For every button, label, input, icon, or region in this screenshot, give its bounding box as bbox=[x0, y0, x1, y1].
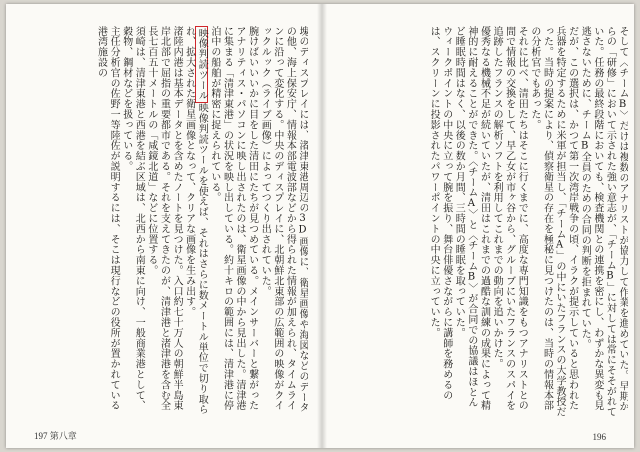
left-page-text bbox=[18, 26, 308, 418]
left-paragraph-6: 主任分析官の佐野一等陸佐が説明するには、そこは現行などの役所が置かれている港湾施設の bbox=[95, 26, 120, 411]
left-paragraph-3 bbox=[182, 26, 207, 418]
right-page-text bbox=[336, 26, 628, 418]
right-page bbox=[322, 4, 634, 448]
book-spread bbox=[6, 4, 634, 448]
left-paragraph-3-text: 映像判読ツールを使えば、それはさらに数メートル単位で切り取られ、拡大された衛星画像となって、クリアな画像を生み出す。 bbox=[183, 26, 208, 415]
right-paragraph-4: 優秀なる機械不足が続いていたが、清田はこれまでの過酷な訓練の成果によって精神的に耐えることができた。〈チームA〉と〈チームB〉が合同での協議はほとんど睡眠時間はなく、以後の数か月間、三時間の睡眠を取っていた。 bbox=[453, 26, 490, 411]
right-paragraph-3: それに比べ、清田たちはそこに行くまでに、高度な専門知識をもつアナリストとの間で情報の交換をして、早乙女が市ヶ谷から、グルーブにいたフランスのスパイを追跡したフランスの解析ソフトを利用してこれまでの動向を追いかけた。 bbox=[491, 26, 528, 411]
left-page bbox=[6, 4, 322, 448]
left-paragraph-4: 渚陸内港は基本データとを含めたノートを見つけた。入口約七十万人の朝鮮半島東岸北部で屈指の重要都市である。それを支えてきたのが、清津港と渚津港を含む全長七百五十メートルの「咸鏡北道」などに位置する。 bbox=[145, 26, 183, 411]
right-paragraph-2: だが、この選択は、かつて第一次湾岸戦争の頃、イラクが提示していると思われた兵器を特定するために米軍が担当し、「チームA」の中にいたフランスの大学教授だった。当時の提案により、偵察衛星の存在を極秘に見つけたのは、当時の情報本部の分析官でもあった。 bbox=[528, 26, 578, 418]
left-page-number: 197 bbox=[34, 431, 48, 441]
right-page-footer bbox=[593, 432, 607, 442]
left-paragraph-1: 塊のディスプレイには、渚津東港周辺の3D画像に、衛星画像や海図などのデータの他、海上保安庁、情報本部電波部などから得られた情報が加えられ、タイムラインに沿って変化する。中央のディスプレイに、北朝鮮北東部の広範囲の映像がクイックルック（ライブ画像）によってつくり出されていた。 bbox=[259, 26, 308, 413]
left-page-footer bbox=[34, 429, 77, 442]
right-page-number: 196 bbox=[592, 432, 606, 442]
left-paragraph-2: 腕けばいいいかに目をした清田にたちが見つめている。メインサーバーと繋がったアナリティス・パソコンに映し出されたのは、衛星画像の中から見出した。清津港に集まる「清津東港」の状況を映し出している。約十キロの範囲には、清津港に停泊中の船舶が精密に捉えられている。 bbox=[208, 26, 258, 411]
left-paragraph-5: 須崎は、清津東港と西港を結ぶ区域は、北西から南東に向け、一般商業港として、穀物、鋼材などを扱っている。 bbox=[120, 26, 145, 411]
right-paragraph-1: そして〈チームB〉だけは複数のアナリストが協力して作業を進めていた。早期からの「研修」において示された強い意志が、「チームB」に対しては常にそそがれていた。任務の最終段階においても、検査機関との連携を密にし、わずかな異変も見逃さないために、チームB全員のための合同の判断を拒まれていた。 bbox=[579, 26, 628, 418]
chapter-label: 第八章 bbox=[49, 431, 77, 441]
highlighted-phrase: 映像判読ツール bbox=[196, 28, 208, 101]
right-paragraph-5: ウィークポイントの中央に立って腕を振り、舞台俳優さながらに講師を務めるのは、スクリーンに投影されたパワーポイントの中央に立っていた。 bbox=[428, 26, 452, 401]
